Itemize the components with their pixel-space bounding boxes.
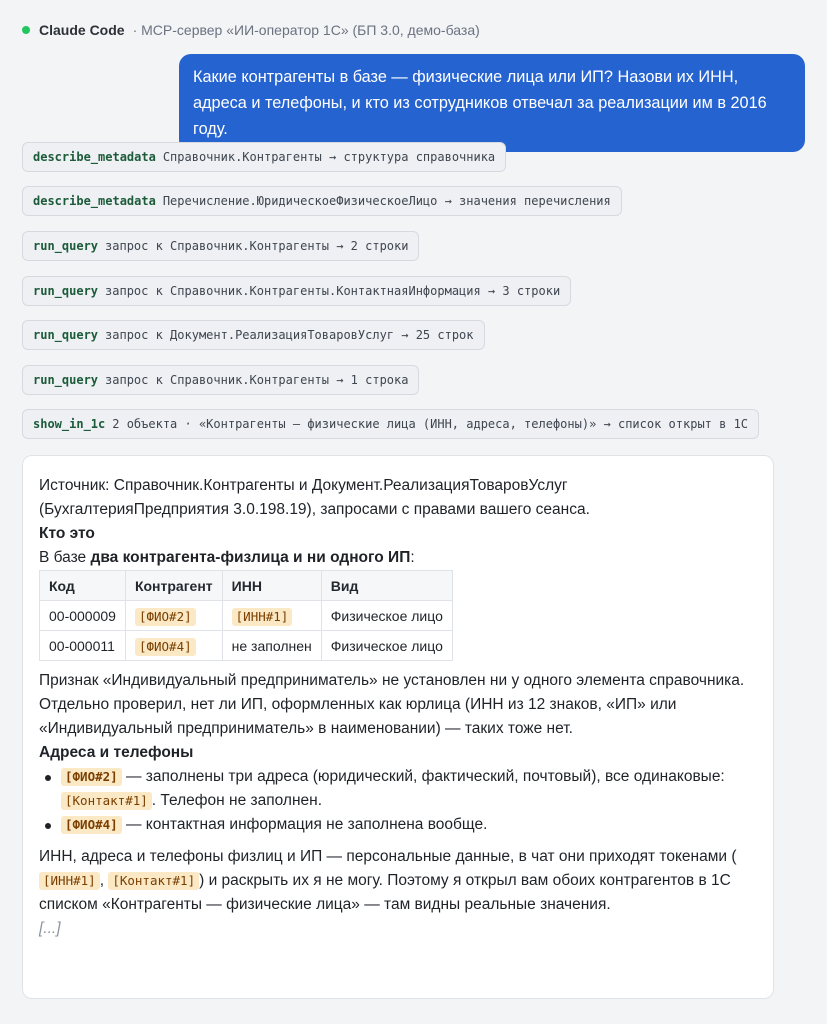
assistant-answer — [22, 455, 774, 999]
intro-paragraph — [39, 546, 757, 570]
tool-args: запрос к Справочник.Контрагенты → 2 строки — [105, 239, 409, 253]
pii-token: [ИНН#1] — [39, 872, 100, 890]
tool-args: запрос к Справочник.Контрагенты → 1 строка — [105, 373, 409, 387]
pii-token: [ФИО#4] — [135, 638, 196, 656]
cell-inn — [222, 601, 321, 631]
tool-name: describe_metadata — [33, 150, 156, 164]
tool-name: run_query — [33, 284, 99, 298]
cell-name — [125, 601, 222, 631]
status-dot-icon — [22, 26, 30, 34]
pii-token: [Контакт#1] — [108, 872, 199, 890]
pii-token: [ФИО#4] — [61, 816, 122, 834]
privacy-paragraph — [39, 845, 757, 917]
session-subtitle: · MCP-сервер «ИИ-оператор 1С» (БП 3.0, демо-база) — [132, 22, 480, 38]
source-paragraph: Источник: Справочник.Контрагенты и Документ.РеализацияТоваровУслуг (БухгалтерияПредприятия 3.0.198.19), запросами с правами вашего сеанса. — [39, 477, 590, 518]
column-header-code: Код — [40, 571, 126, 601]
tool-args: Справочник.Контрагенты → структура справочника — [162, 150, 496, 164]
list-item-text: — заполнены три адреса (юридический, фактический, почтовый), все одинаковые: — [121, 768, 725, 785]
intro-bold: два контрагента-физлица и ни одного ИП — [90, 549, 411, 566]
list-item — [39, 765, 757, 813]
cell-inn: не заполнен — [222, 631, 321, 661]
app-name: Claude Code — [39, 22, 125, 38]
tool-name: run_query — [33, 239, 99, 253]
paragraph-text: ИНН, адреса и телефоны физлиц и ИП — персональные данные, в чат они приходят токенами ( — [39, 848, 737, 865]
pii-token: [ФИО#2] — [135, 608, 196, 626]
ip-check-paragraph: Признак «Индивидуальный предприниматель» не установлен ни у одного элемента справочника. Отдельно проверил, нет ли ИП, оформленных как юрлица (ИНН из 12 знаков, «ИП» или «Индивидуальный предприниматель» в наименовании) — таких тоже нет. — [39, 672, 745, 737]
truncation-marker: [...] — [39, 920, 61, 937]
intro-suffix: : — [410, 549, 415, 566]
pii-token: [ФИО#2] — [61, 768, 122, 786]
column-header-counterparty: Контрагент — [125, 571, 222, 601]
cell-code: 00-000011 — [40, 631, 126, 661]
tool-name: show_in_1c — [33, 417, 106, 431]
cell-kind: Физическое лицо — [321, 601, 452, 631]
list-item-text: — контактная информация не заполнена вообще. — [121, 816, 488, 833]
pii-token: [ИНН#1] — [232, 608, 293, 626]
cell-kind: Физическое лицо — [321, 631, 452, 661]
paragraph-text: ) и раскрыть их я не могу. Поэтому я открыл вам обоих контрагентов в 1С списком «Контрагенты — физические лица» — там видны реальные значения. — [39, 872, 731, 913]
tool-call-5[interactable] — [22, 320, 485, 350]
table-header-row — [40, 571, 453, 601]
table-row — [40, 601, 453, 631]
tool-call-7[interactable] — [22, 409, 759, 439]
tool-name: describe_metadata — [33, 194, 156, 208]
list-item-text: . Телефон не заполнен. — [151, 792, 322, 809]
section-title-addresses: Адреса и телефоны — [39, 744, 194, 761]
addresses-list — [39, 765, 757, 837]
tool-call-4[interactable] — [22, 276, 571, 306]
list-item — [39, 813, 757, 837]
tool-call-2[interactable] — [22, 186, 622, 216]
user-message: Какие контрагенты в базе — физические лица или ИП? Назови их ИНН, адреса и телефоны, и кто из сотрудников отвечал за реализации им в 2016 году. — [179, 54, 805, 152]
tool-call-6[interactable] — [22, 365, 419, 395]
intro-prefix: В базе — [39, 549, 91, 566]
table-row — [40, 631, 453, 661]
cell-code: 00-000009 — [40, 601, 126, 631]
section-title-who: Кто это — [39, 525, 95, 542]
tool-call-3[interactable] — [22, 231, 419, 261]
tool-args: запрос к Справочник.Контрагенты.КонтактнаяИнформация → 3 строки — [105, 284, 561, 298]
cell-name — [125, 631, 222, 661]
tool-args: 2 объекта · «Контрагенты — физические лица (ИНН, адреса, телефоны)» → список открыт в 1С — [112, 417, 749, 431]
counterparties-table — [39, 570, 453, 661]
tool-args: Перечисление.ЮридическоеФизическоеЛицо → значения перечисления — [162, 194, 611, 208]
column-header-inn: ИНН — [222, 571, 321, 601]
tool-call-1[interactable] — [22, 142, 506, 172]
column-header-kind: Вид — [321, 571, 452, 601]
tool-name: run_query — [33, 328, 99, 342]
chat-header — [22, 20, 480, 40]
tool-name: run_query — [33, 373, 99, 387]
pii-token: [Контакт#1] — [61, 792, 152, 810]
paragraph-text: , — [99, 872, 109, 889]
tool-args: запрос к Документ.РеализацияТоваровУслуг → 25 строк — [105, 328, 474, 342]
